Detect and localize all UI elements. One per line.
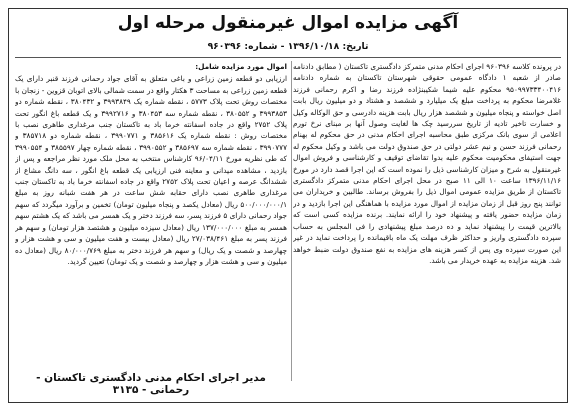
notice-body-right xyxy=(293,61,561,381)
body-paragraph: در پرونده کلاسه ۹۶۰۳۹۶ اجرای احکام مدنی متمرکز دادگستری تاکستان ( مطابق دادنامه صادر از شعبه ۱ دادگاه عمومی حقوقی شهرستان تاکستان به شماره دادنامه ۹۵۰۹۹۷۳۳۴۰۰۴۱۶ محکوم علیه شیما شکیبنژاده فرزند رضا و اکرم رحمانی فرزند غلامرضا محکوم به پرداخت مبلغ یک میلیارد و ششصد و هشتاد و دو میلیون ریال بابت اصل خواسته و پنجاه میلیون و ششصد هزار ریال بابت هزینه دادرسی و حق الوکاله وکیل و خسارت تاخیر تادیه از تاریخ سررسید چک ها لغایت وصول آنها بر مبنای نرخ تورم اعلامی از سوی بانک مرکزی طبق محاسبه اجرای احکام مدنی در حق محکوم له بهنام رحمانی فرزند حسن و نیم عشر دولتی در حق صندوق دولت می باشد و وکیل محکوم له جهت استیفای محکومیت محکوم علیه بدوا تقاضای توقیف و کارشناسی و فروش اموال غیرمنقول به شرح و میزان کارشناسی ذیل را نموده است که این اجرا قصد دارد در مورخ ۱۳۹۶/۱۱/۱۶ ساعت ۱۰ الی ۱۱ صبح در محل اجرای احکام مدنی متمرکز دادگستری تاکستان از طریق مزایده عمومی اموال ذیل را بفروش برساند. طالبین و خریداران می توانند پنج روز قبل از زمان مزایده از اموال مورد مزایده با هماهنگی این اجرا بازدید و در زمان مزایده حضور یافته و پیشنهاد خود را ارائه نمایند. برنده مزایده کسی است که بالاترین قیمت را پیشنهاد نماید و ده درصد مبلغ پیشنهادی را فی المجلس به حساب سپرده دادگستری واریز و حداکثر ظرف مهلت یک ماه باقیمانده را پرداخت نماید در غیر این صورت سپرده وی پس از کسر هزینه های مزایده به نفع صندوق دولت ضبط خواهد شد. هزینه مزایده به عهده خریدار می باشد. xyxy=(293,62,561,265)
auction-notice xyxy=(8,8,568,403)
notice-body-left xyxy=(15,61,287,361)
date-number-line: تاریخ: ۱۳۹۶/۱۰/۱۸ - شماره: ۹۶۰۳۹۶ xyxy=(207,41,369,52)
property-description: ارزیابی دو قطعه زمین زراعی و باغی متعلق به آقای جواد رحمانی فرزند قنبر دارای یک قطعه زمین زراعی به مساحت ۳ هکتار واقع در سمت شمالی بالای اتوبان قزوین - زنجان با مختصات روش تحت پلاک ۵۷۷۳ ، نقطه شماره یک ۳۹۹۳۸۴۹ و ۳۸۰۴۳۲ ، نقطه شماره دو ۳۹۹۳۸۵۳ و ۳۸۰۵۵۲ ، نقطه شماره سه ۳۸۰۴۵۳ و ۳۹۹۲۷۱۶ و یک قطعه باغ انگور تحت پلاک ۲۷۵۲ واقع در جاده اسفانته خرما باد به تاکستان جنب مرغداری طاهری نصب با مختصات روش : نقطه شماره یک ۳۸۵۶۱۶ و ۳۹۹۰۷۷۱ ، نقطه شماره دو ۳۸۵۷۱۸ و ۳۹۹۰۷۷۷ ، نقطه شماره سه ۳۸۵۶۹۷ و ۳۹۹۰۵۵۲ ، نقطه شماره چهار ۳۸۵۵۹۷ و ۳۹۹۰۵۵۴ که طی نظریه مورخ ۹۶/۰۴/۱۱ کارشناس منتخب به محل ملک مورد نظر مراجعه و پس از بازدید ، مشاهده میدانی و معاینه فنی ارزیابی یک قطعه باغ انگور ، سه دانگ مشاع از ششدانگ عرصه و اعیان تحت پلاک ۲۷۵۲ واقع در جاده اسفانته خرما باد به تاکستان جنب مرغداری طاهری نصب دارای حقابه شش ساعت در هر هفت شبانه روز به مبلغ ۵۰۰/۰۰۰/۰۰۰/۱ ریال (معادل یکصد و پنجاه میلیون تومان) تخمین و برآورد میگردد که سهم جواد رحمانی دارای ۵ فرزند پسر، سه فرزند دختر و یک همسر می باشد که یک هشتم سهم همسر به مبلغ ۱۳۷/۰۰۰/۰۰۰ ریال (معادل سیزده میلیون و هشتصد هزار تومان) و سهم هر فرزند پسر به مبلغ ۲۷/۰۳۸/۴۶۱ ریال (معادل بیست و هفت میلیون و سی و هشت هزار و چهارصد و شصت و یک ریال) و سهم هر فرزند دختر به مبلغ ۸۰/۰۰۰/۷۶۹ ریال (معادل ده میلیون و سی و هشت هزار و چهارصد و شصت و یک تومان) تعیین گردید. xyxy=(15,74,287,266)
notice-title: آگهی مزایده اموال غیرمنقول مرحله اول xyxy=(117,13,459,33)
property-section-title: اموال مورد مزایده شامل: xyxy=(195,62,287,71)
signature-line: مدیر اجرای احکام مدنی دادگستری تاکستان - رحمانی - ۳۱۳۵ xyxy=(36,372,266,396)
header-divider xyxy=(15,57,561,58)
column-divider xyxy=(291,61,292,381)
